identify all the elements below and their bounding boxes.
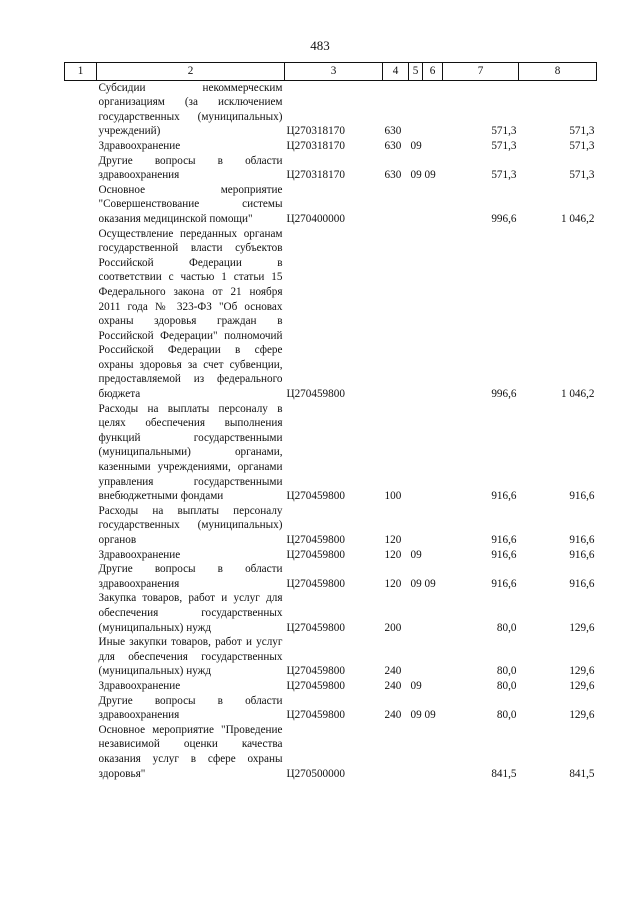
row-sum-2: 571,3 xyxy=(569,139,595,152)
row-sum-2: 129,6 xyxy=(569,679,595,692)
row-vr: 200 xyxy=(384,621,402,634)
row-rz: 09 xyxy=(410,169,422,182)
row-col-1 xyxy=(65,504,97,548)
row-vr: 630 xyxy=(384,139,402,152)
col-header-7: 7 xyxy=(443,63,519,81)
row-vr: 630 xyxy=(384,125,402,138)
table-row xyxy=(65,562,597,591)
table-row xyxy=(65,723,597,781)
col-header-6: 6 xyxy=(423,63,443,81)
col-header-5: 5 xyxy=(409,63,423,81)
row-pr: 09 xyxy=(424,709,436,722)
row-col-1 xyxy=(65,139,97,154)
row-code: Ц270459800 xyxy=(286,621,345,634)
row-code: Ц270459800 xyxy=(286,577,345,590)
col-header-4: 4 xyxy=(383,63,409,81)
row-name: Другие вопросы в области здравоохранения xyxy=(98,563,283,590)
row-pr xyxy=(423,591,443,635)
budget-table xyxy=(64,62,597,781)
table-row xyxy=(65,154,597,183)
row-pr xyxy=(423,227,443,402)
row-pr xyxy=(423,139,443,154)
row-rz xyxy=(409,591,423,635)
row-col-1 xyxy=(65,635,97,679)
table-row xyxy=(65,80,597,139)
table-row xyxy=(65,139,597,154)
row-code: Ц270500000 xyxy=(286,767,345,780)
row-rz: 09 xyxy=(410,709,422,722)
row-col-1 xyxy=(65,154,97,183)
table-header xyxy=(65,63,597,81)
row-code: Ц270400000 xyxy=(286,212,345,225)
col-header-2: 2 xyxy=(97,63,285,81)
row-rz xyxy=(409,402,423,504)
row-sum-1: 80,0 xyxy=(496,621,517,634)
row-code: Ц270318170 xyxy=(286,139,345,152)
row-col-1 xyxy=(65,183,97,227)
row-name: Субсидии некоммерческим организациям (за исключением государственных (муниципальных) учреждений) xyxy=(98,81,283,138)
row-sum-2: 916,6 xyxy=(569,534,595,546)
row-sum-1: 80,0 xyxy=(496,709,517,722)
row-rz: 09 xyxy=(410,577,422,590)
row-vr: 120 xyxy=(384,577,402,590)
row-rz xyxy=(409,227,423,402)
row-name: Другие вопросы в области здравоохранения xyxy=(98,694,283,722)
row-code: Ц270459800 xyxy=(286,388,345,401)
row-pr: 09 xyxy=(424,577,436,590)
row-rz: 09 xyxy=(410,139,422,152)
row-rz: 09 xyxy=(410,548,422,561)
row-code: Ц270318170 xyxy=(286,169,345,182)
row-code: Ц270459800 xyxy=(286,679,345,692)
row-rz xyxy=(409,635,423,679)
row-vr xyxy=(383,227,409,402)
row-name: Расходы на выплаты персоналу государственных (муниципальных) органов xyxy=(98,504,283,546)
row-sum-1: 996,6 xyxy=(491,388,517,401)
row-sum-2: 571,3 xyxy=(569,125,595,138)
col-header-1: 1 xyxy=(65,63,97,81)
row-rz xyxy=(409,80,423,139)
row-col-1 xyxy=(65,402,97,504)
row-name: Здравоохранение xyxy=(98,679,181,692)
row-col-1 xyxy=(65,80,97,139)
row-col-1 xyxy=(65,562,97,591)
row-vr: 630 xyxy=(384,169,402,182)
row-pr xyxy=(423,402,443,504)
row-sum-2: 571,3 xyxy=(569,169,595,182)
row-name: Основное мероприятие "Совершенствование системы оказания медицинской помощи" xyxy=(98,183,283,225)
row-sum-2: 129,6 xyxy=(569,709,595,722)
row-sum-1: 916,6 xyxy=(491,490,517,503)
row-sum-1: 996,6 xyxy=(491,212,517,225)
row-sum-1: 80,0 xyxy=(496,665,517,678)
row-rz: 09 xyxy=(410,679,422,692)
table-row xyxy=(65,635,597,679)
row-vr: 120 xyxy=(384,534,402,546)
row-pr xyxy=(423,548,443,563)
row-rz xyxy=(409,183,423,227)
row-col-1 xyxy=(65,694,97,723)
page-number: 483 xyxy=(310,38,330,53)
row-code: Ц270318170 xyxy=(286,125,345,138)
row-code: Ц270459800 xyxy=(286,665,345,678)
row-col-1 xyxy=(65,679,97,694)
table-body xyxy=(65,80,597,781)
table-row xyxy=(65,548,597,563)
row-sum-1: 80,0 xyxy=(496,679,517,692)
row-name: Другие вопросы в области здравоохранения xyxy=(98,154,283,182)
table-row xyxy=(65,227,597,402)
row-pr: 09 xyxy=(424,169,436,182)
row-vr: 240 xyxy=(384,709,402,722)
row-code: Ц270459800 xyxy=(286,490,345,503)
row-vr: 240 xyxy=(384,679,402,692)
row-code: Ц270459800 xyxy=(286,534,345,546)
row-vr xyxy=(383,183,409,227)
row-sum-1: 916,6 xyxy=(491,577,517,590)
row-sum-2: 916,6 xyxy=(569,490,595,503)
row-pr xyxy=(423,504,443,548)
table-row xyxy=(65,591,597,635)
row-sum-1: 571,3 xyxy=(491,169,517,182)
row-name: Иные закупки товаров, работ и услуг для обеспечения государственных (муниципальных) нужд xyxy=(98,636,283,678)
table-row xyxy=(65,402,597,504)
row-pr xyxy=(423,80,443,139)
row-rz xyxy=(409,723,423,781)
row-sum-1: 841,5 xyxy=(491,767,517,780)
row-col-1 xyxy=(65,723,97,781)
row-vr: 120 xyxy=(384,548,402,561)
row-sum-1: 571,3 xyxy=(491,139,517,152)
col-header-3: 3 xyxy=(285,63,383,81)
row-vr: 240 xyxy=(384,665,402,678)
row-sum-1: 916,6 xyxy=(491,534,517,546)
row-sum-1: 571,3 xyxy=(491,125,517,138)
row-sum-2: 916,6 xyxy=(569,577,595,590)
row-col-1 xyxy=(65,227,97,402)
row-col-1 xyxy=(65,591,97,635)
table-row xyxy=(65,694,597,723)
row-pr xyxy=(423,635,443,679)
row-sum-2: 916,6 xyxy=(569,548,595,561)
row-sum-1: 916,6 xyxy=(491,548,517,561)
row-name: Расходы на выплаты персоналу в целях обеспечения выполнения функций государственными (муниципальными) органами, казенными учреждениями, органами управления государственными внебюджетными фондами xyxy=(98,402,283,503)
row-name: Основное мероприятие "Проведение независимой оценки качества оказания услуг в сфере охраны здоровья" xyxy=(98,723,283,780)
row-sum-2: 129,6 xyxy=(569,621,595,634)
row-rz xyxy=(409,504,423,548)
row-name: Здравоохранение xyxy=(98,548,181,561)
row-pr xyxy=(423,723,443,781)
row-code: Ц270459800 xyxy=(286,548,345,561)
row-name: Здравоохранение xyxy=(98,139,181,152)
row-vr: 100 xyxy=(384,490,402,503)
row-sum-2: 1 046,2 xyxy=(560,388,595,401)
table-row xyxy=(65,504,597,548)
row-code: Ц270459800 xyxy=(286,709,345,722)
row-name: Закупка товаров, работ и услуг для обеспечения государственных (муниципальных) нужд xyxy=(98,592,283,634)
table-row xyxy=(65,183,597,227)
row-sum-2: 1 046,2 xyxy=(560,212,595,225)
row-sum-2: 129,6 xyxy=(569,665,595,678)
row-pr xyxy=(423,183,443,227)
row-vr xyxy=(383,723,409,781)
table-row xyxy=(65,679,597,694)
row-name: Осуществление переданных органам государственной власти субъектов Российской Федерации в соответствии с частью 1 статьи 15 Федерального закона от 21 ноября 2011 года № 323-ФЗ "Об основах охраны здоровья граждан в Российской Федерации" полномочий Российской Федерации в сфере охраны здоровья за счет субвенции, предоставляемой из федерального бюджета xyxy=(98,227,283,401)
row-col-1 xyxy=(65,548,97,563)
col-header-8: 8 xyxy=(519,63,597,81)
row-sum-2: 841,5 xyxy=(569,767,595,780)
row-pr xyxy=(423,679,443,694)
